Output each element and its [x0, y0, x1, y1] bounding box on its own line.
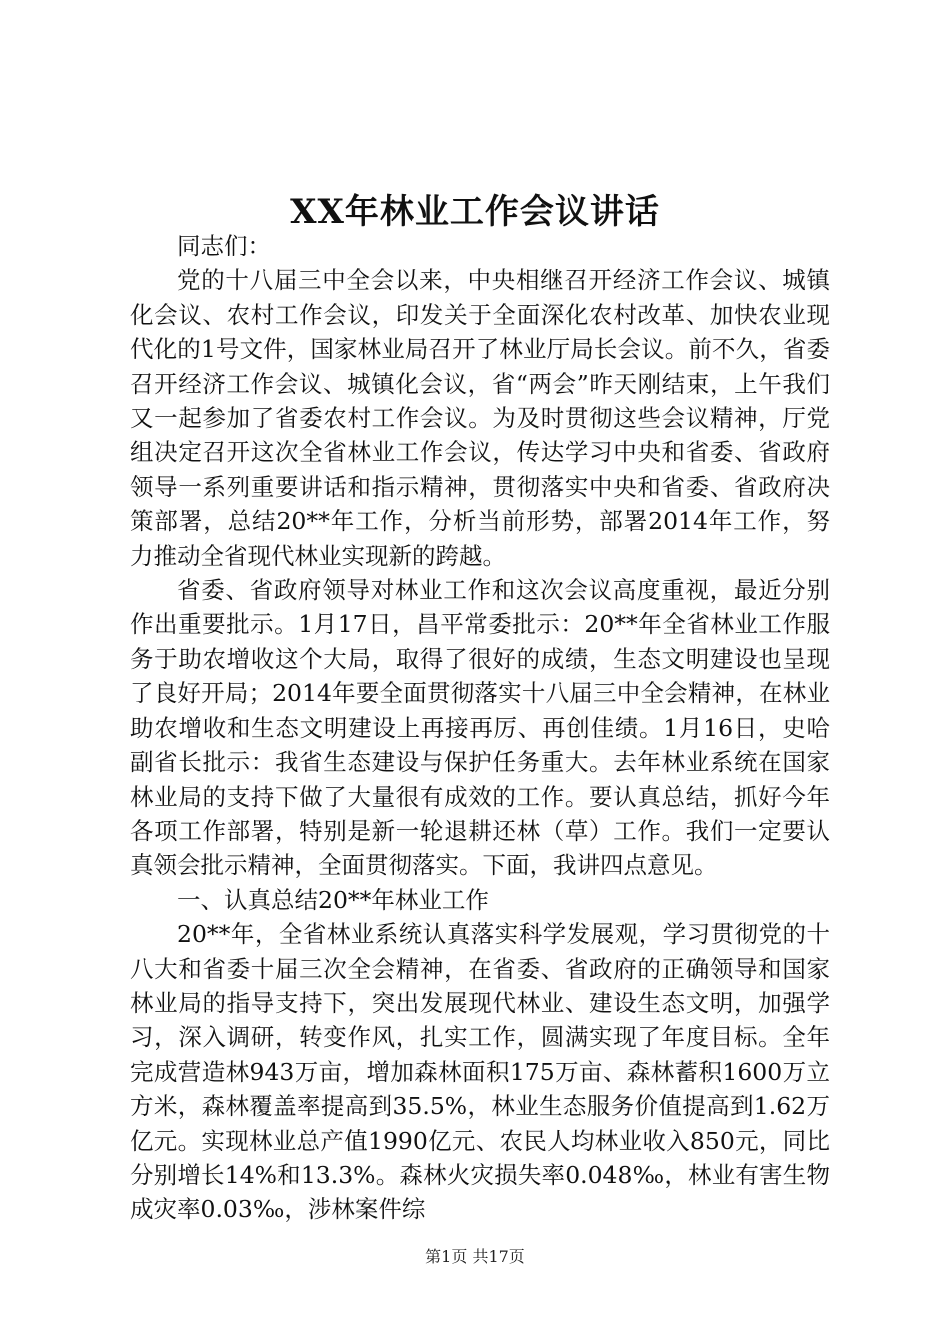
- document-body: [130, 229, 830, 1227]
- paragraph-intro: 党的十八届三中全会以来，中央相继召开经济工作会议、城镇化会议、农村工作会议，印发关于全面深化农村改革、加快农业现代化的1号文件，国家林业局召开了林业厅局长会议。前不久，省委召开经济工作会议、城镇化会议，省“两会”昨天刚结束，上午我们又一起参加了省委农村工作会议。为及时贯彻这些会议精神，厅党组决定召开这次全省林业工作会议，传达学习中央和省委、省政府领导一系列重要讲话和指示精神，贯彻落实中央和省委、省政府决策部署，总结20**年工作，分析当前形势，部署2014年工作，努力推动全省现代林业实现新的跨越。: [130, 266, 830, 570]
- page-number-footer: 第1页 共17页: [425, 1247, 525, 1266]
- salutation: 同志们：: [177, 232, 271, 260]
- paragraph-instructions: 省委、省政府领导对林业工作和这次会议高度重视，最近分别作出重要批示。1月17日，昌平常委批示：20**年全省林业工作服务于助农增收这个大局，取得了很好的成绩，生态文明建设也呈现了良好开局；2014年要全面贯彻落实十八届三中全会精神，在林业助农增收和生态文明建设上再接再厉、再创佳绩。1月16日，史哈副省长批示：我省生态建设与保护任务重大。去年林业系统在国家林业局的支持下做了大量很有成效的工作。要认真总结，抓好今年各项工作部署，特别是新一轮退耕还林（草）工作。我们一定要认真领会批示精神，全面贯彻落实。下面，我讲四点意见。: [130, 576, 830, 880]
- paragraph-section-one: 20**年，全省林业系统认真落实科学发展观，学习贯彻党的十八大和省委十届三次全会精神，在省委、省政府的正确领导和国家林业局的指导支持下，突出发展现代林业、建设生态文明，加强学习，深入调研，转变作风，扎实工作，圆满实现了年度目标。全年完成营造林943万亩，增加森林面积175万亩、森林蓄积1600万立方米，森林覆盖率提高到35.5%，林业生态服务价值提高到1.62万亿元。实现林业总产值1990亿元、农民人均林业收入850元，同比分别增长14%和13.3%。森林火灾损失率0.048‰，林业有害生物成灾率0.03‰，涉林案件综: [130, 920, 830, 1224]
- section-heading: 一、认真总结20**年林业工作: [177, 885, 489, 914]
- document-title: XX年林业工作会议讲话: [290, 192, 660, 232]
